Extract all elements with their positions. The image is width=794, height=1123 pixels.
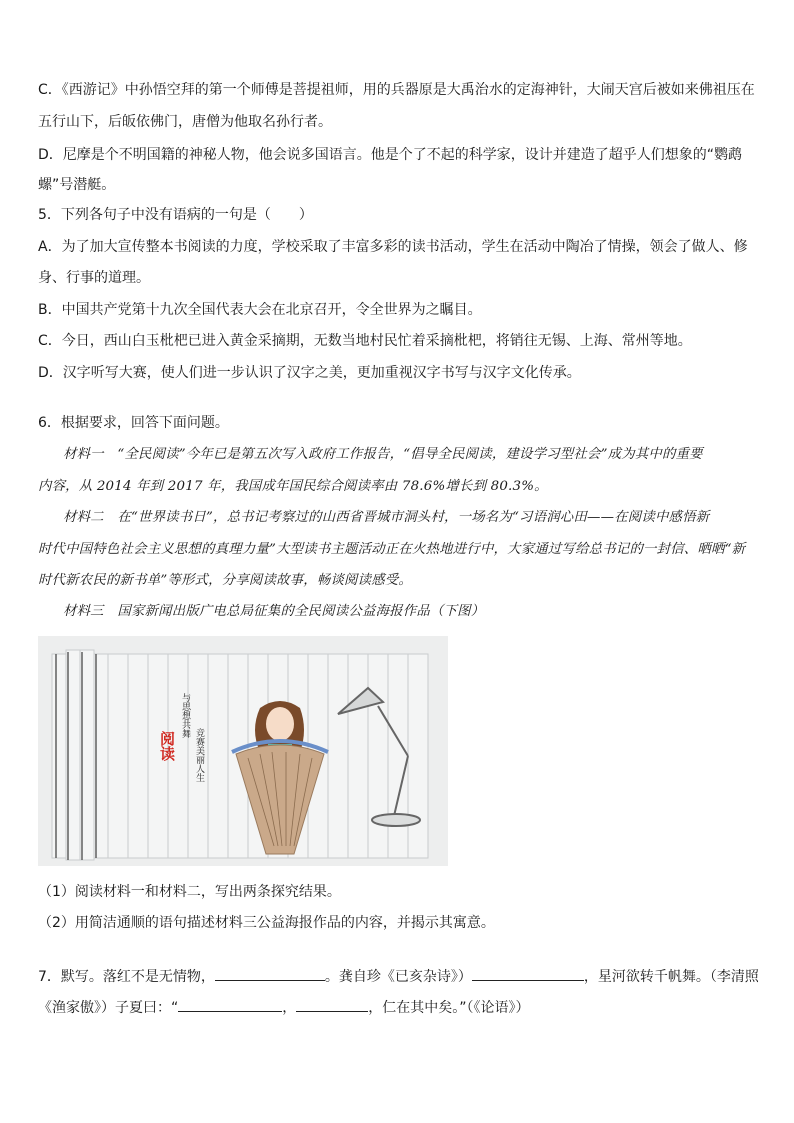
reading-poster-image: [38, 636, 448, 866]
q5-option-a-line1: A．为了加大宣传整本书阅读的力度，学校采取了丰富多彩的读书活动，学生在活动中陶冶了情操，领会了做人、修: [38, 239, 748, 255]
q5-option-d: D．汉字听写大赛，使人们进一步认识了汉字之美，更加重视汉字书写与汉字文化传承。: [38, 365, 581, 381]
poster-big-word: 阅读: [158, 731, 176, 761]
material-2-line3: 时代新农民的新书单”等形式，分享阅读故事，畅谈阅读感受。: [38, 573, 412, 588]
q7-source-1: 。龚自珍《已亥杂诗》）: [324, 969, 472, 985]
q7-comma: ，: [282, 1000, 297, 1016]
material-1-line2: 内容，从 2014 年到 2017 年，我国成年国民综合阅读率由 78.6%增长到 80.3%。: [38, 479, 548, 494]
q7-blank-4[interactable]: [296, 996, 368, 1012]
q4-option-d-line2: 螺”号潜艇。: [38, 177, 116, 193]
q5-option-c: C．今日，西山白玉枇杷已进入黄金采摘期，无数当地村民忙着采摘枇杷，将销往无锡、上海、常州等地。: [38, 333, 692, 349]
q7-blank-3[interactable]: [178, 996, 282, 1012]
q7-after-blank-2: ，星河欲转千帆舞。（李清照: [583, 969, 759, 985]
q5-stem: 5．下列各句子中没有语病的一句是（ ）: [38, 207, 313, 223]
q4-option-c-line1: C．《西游记》中孙悟空拜的第一个师傅是菩提祖师，用的兵器原是大禹治水的定海神针，大闹天宫后被如来佛祖压在: [38, 82, 755, 98]
q5-option-a-line2: 身、行事的道理。: [38, 270, 150, 286]
q7-line2: [38, 996, 530, 1018]
q6-subquestion-1: （1）阅读材料一和材料二，写出两条探究结果。: [38, 884, 341, 900]
poster-vertical-text-2: 竞赛美丽人生: [194, 728, 204, 782]
material-3-caption: 材料三 国家新闻出版广电总局征集的全民阅读公益海报作品（下图）: [63, 604, 485, 619]
q7-blank-1[interactable]: [215, 965, 325, 981]
q7-source-2: ，仁在其中矣。”（《论语》）: [368, 1000, 530, 1016]
q6-subquestion-2: （2）用简洁通顺的语句描述材料三公益海报作品的内容，并揭示其寓意。: [38, 915, 495, 931]
material-2-line2: 时代中国特色社会主义思想的真理力量”大型读书主题活动正在火热地进行中，大家通过写给总书记的一封信、晒晒“新: [38, 542, 746, 557]
q7-ziXia-prefix: 《渔家傲》）子夏曰：“: [38, 1000, 179, 1016]
q7-line1: [38, 965, 759, 987]
q7-blank-2[interactable]: [472, 965, 584, 981]
q4-option-c-line2: 五行山下，后皈依佛门，唐僧为他取名孙行者。: [38, 114, 332, 130]
q6-stem: 6．根据要求，回答下面问题。: [38, 415, 229, 431]
material-2-line1: 材料二 在“世界读书日”，总书记考察过的山西省晋城市洞头村，一场名为“习语润心田——在阅读中感悟新: [63, 510, 710, 525]
q5-option-b: B．中国共产党第十九次全国代表大会在北京召开，令全世界为之瞩目。: [38, 302, 482, 318]
poster-vertical-text-1: 与思想共舞: [180, 693, 190, 738]
q7-prompt: 7．默写。落红不是无情物，: [38, 969, 215, 985]
material-1-line1: 材料一 “全民阅读”今年已是第五次写入政府工作报告，“倡导全民阅读，建设学习型社会”成为其中的重要: [63, 447, 703, 462]
q4-option-d-line1: D．尼摩是个不明国籍的神秘人物，他会说多国语言。他是个了不起的科学家，设计并建造了超乎人们想象的“鹦鹉: [38, 147, 743, 163]
